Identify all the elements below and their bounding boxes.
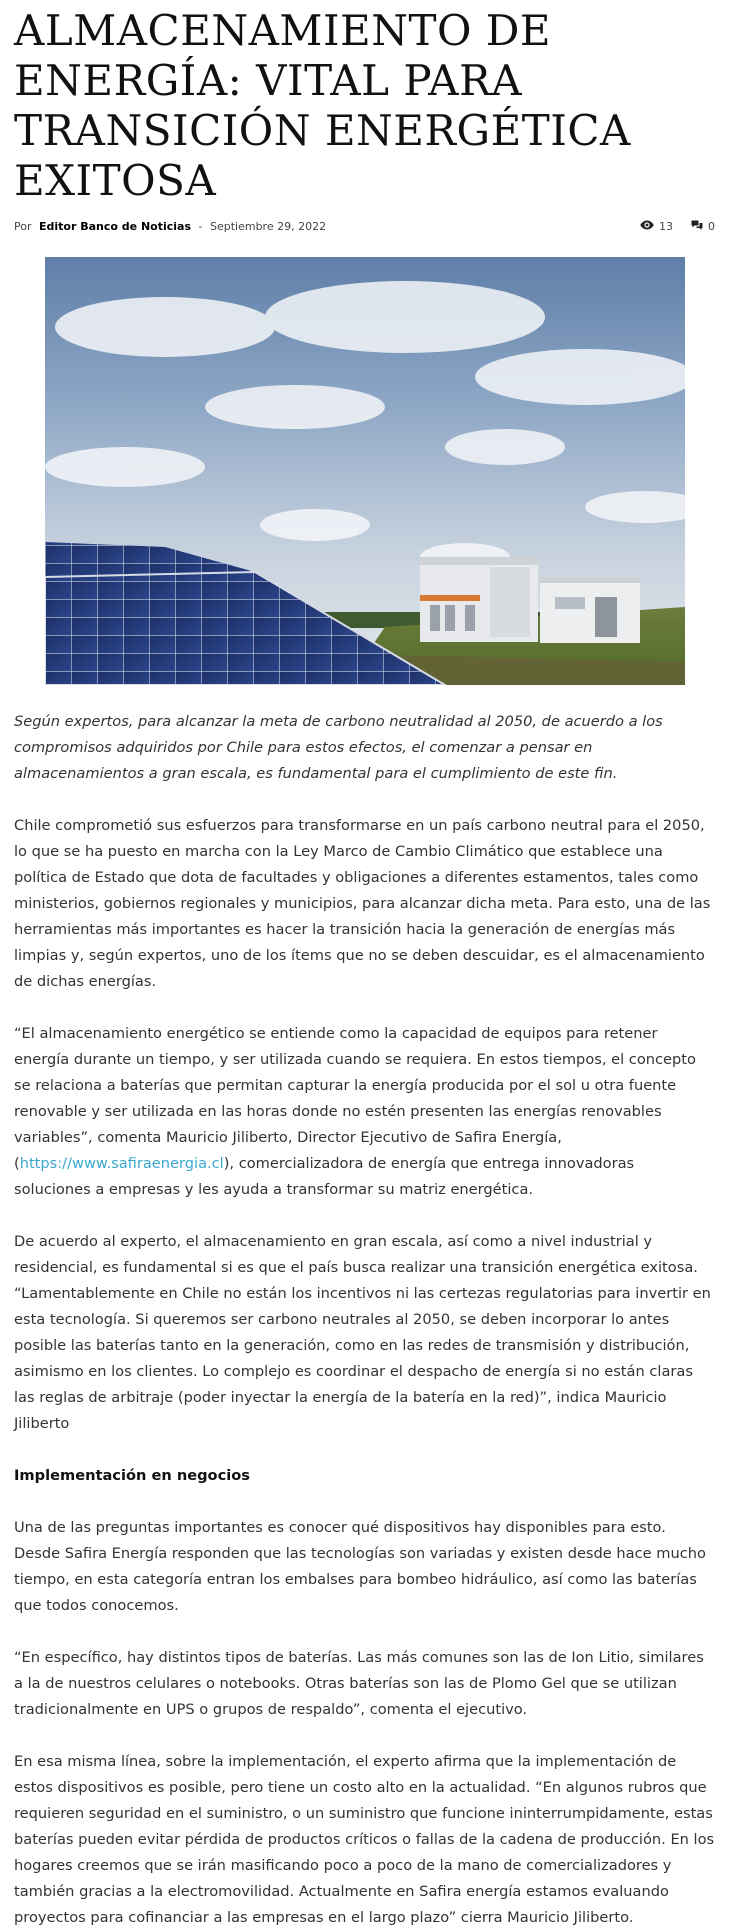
- views-count: [640, 220, 673, 233]
- views-value: 13: [659, 219, 673, 233]
- comments-icon: [691, 220, 703, 233]
- article-stats: [640, 220, 715, 233]
- article-title: ALMACENAMIENTO DE ENERGÍA: VITAL PARA TRANSICIÓN ENERGÉTICA EXITOSA: [14, 6, 631, 205]
- byline: [14, 220, 330, 233]
- meta-separator: -: [198, 219, 203, 233]
- paragraph-6: En esa misma línea, sobre la implementación, el experto afirma que la implementación de estos dispositivos es posible, pero tiene un costo alto en la actualidad. “En algunos rubros que requieren seguridad en el suministro, o un suministro que funcione ininterrumpidamente, estas baterías pueden evitar pérdida de productos críticos o fallas de la cadena de producción. En los hogares creemos que se irán masificando poco a poco de la mano de comercializadores y también gracias a la electromovilidad. Actualmente en Safira energía estamos evaluando proyectos para cofinanciar a las empresas en el largo plazo” cierra Mauricio Jiliberto.: [14, 1753, 715, 1926]
- publish-date: Septiembre 29, 2022: [209, 219, 327, 233]
- article-meta: [14, 217, 715, 235]
- eye-icon: [640, 220, 654, 233]
- paragraph-2: [14, 1021, 715, 1203]
- by-label: Por: [14, 219, 32, 233]
- paragraph-5: “En específico, hay distintos tipos de baterías. Las más comunes son las de Ion Litio, similares a la de nuestros celulares o notebooks. Otras baterías son las de Plomo Gel que se utilizan tradicionalmente en UPS o grupos de respaldo”, comenta el ejecutivo.: [14, 1649, 704, 1718]
- paragraph-2-text-a: “El almacenamiento energético se entiende como la capacidad de equipos para retener energía durante un tiempo, y ser utilizada cuando se requiera. En estos tiempos, el concepto se relaciona a baterías que permitan capturar la energía producida por el sol u otra fuente renovable y ser utilizada en las horas donde no estén presenten las energías renovables variables”, comenta Mauricio Jiliberto, Director Ejecutivo de Safira Energía, (: [14, 1025, 696, 1172]
- safira-link[interactable]: https://www.safiraenergia.cl: [19, 1155, 224, 1172]
- article-body: [14, 709, 715, 1931]
- paragraph-1: Chile comprometió sus esfuerzos para transformarse en un país carbono neutral para el 2050, lo que se ha puesto en marcha con la Ley Marco de Cambio Climático que establece una política de Estado que dota de facultades y obligaciones a diferentes estamentos, tales como ministerios, gobiernos regionales y municipios, para alcanzar dicha meta. Para esto, una de las herramientas más importantes es hacer la transición hacia la generación de energías más limpias y, según expertos, uno de los ítems que no se deben descuidar, es el almacenamiento de dichas energías.: [14, 817, 711, 990]
- hero-image: [45, 257, 685, 685]
- paragraph-3: De acuerdo al experto, el almacenamiento en gran escala, así como a nivel industrial y residencial, es fundamental si es que el país busca realizar una transición energética exitosa. “Lamentablemente en Chile no están los incentivos ni las certezas regulatorias para invertir en esta tecnología. Si queremos ser carbono neutrales al 2050, se deben incorporar lo antes posible las baterías tanto en la generación, como en las redes de transmisión y distribución, asimismo en los clientes. Lo complejo es coordinar el despacho de energía si no están claras las reglas de arbitraje (poder inyectar la energía de la batería en la red)”, indica Mauricio Jiliberto: [14, 1233, 711, 1432]
- paragraph-2-text-b: ), comercializadora de energía que entrega innovadoras soluciones a empresas y les ayuda a transformar su matriz energética.: [14, 1155, 635, 1198]
- article-container: [0, 6, 729, 235]
- section-heading: Implementación en negocios: [14, 1467, 250, 1484]
- paragraph-4: Una de las preguntas importantes es conocer qué dispositivos hay disponibles para esto. Desde Safira Energía responden que las tecnologías son variadas y existen desde hace mucho tiempo, en esta categoría entran los embalses para bombeo hidráulico, así como las baterías que todos conocemos.: [14, 1519, 706, 1614]
- comments-value: 0: [708, 219, 715, 233]
- article-lead: Según expertos, para alcanzar la meta de carbono neutralidad al 2050, de acuerdo a los compromisos adquiridos por Chile para estos efectos, el comenzar a pensar en almacenamientos a gran escala, es fundamental para el cumplimiento de este fin.: [14, 713, 663, 782]
- author-link[interactable]: Editor Banco de Noticias: [39, 219, 191, 233]
- comments-count[interactable]: [691, 220, 715, 233]
